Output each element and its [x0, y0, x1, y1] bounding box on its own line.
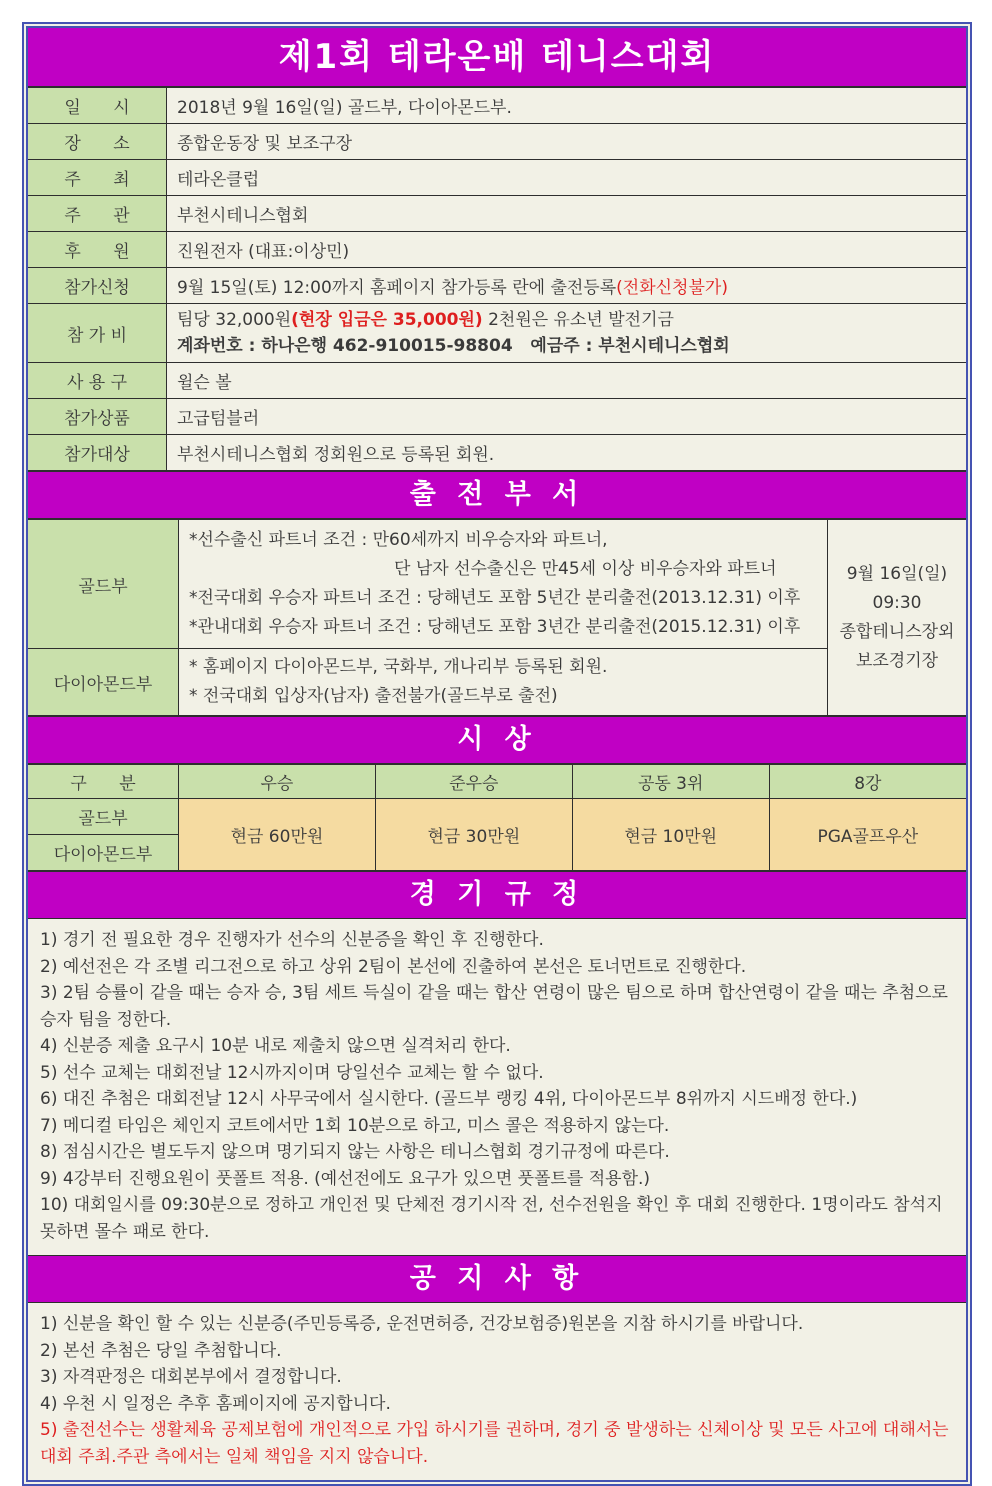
division-diamond-label: 다이아몬드부: [28, 649, 179, 716]
awards-col-quarterfinal: 8강: [769, 765, 966, 799]
table-row: [28, 363, 966, 399]
division-diamond-conditions: [179, 649, 828, 716]
notice-list: [28, 1303, 966, 1480]
awards-col-winner: 우승: [179, 765, 376, 799]
rule-item: 5) 선수 교체는 대회전날 12시까지이며 당일선수 교체는 할 수 없다.: [40, 1062, 544, 1083]
notice-item: 1) 신분을 확인 할 수 있는 신분증(주민등록증, 운전면허증, 건강보험증)원본을 지참 하시기를 바랍니다.: [40, 1314, 804, 1334]
schedule-venue-2: 보조경기장: [855, 650, 939, 671]
notice-item: 4) 우천 시 일정은 추후 홈페이지에 공지합니다.: [40, 1393, 391, 1414]
gold-condition-2: *전국대회 우승자 파트너 조건 : 당해년도 포함 5년간 분리출전(2013.12.31) 이후: [189, 588, 801, 608]
notice-item-insurance-warning: 5) 출전선수는 생활체육 공제보험에 개인적으로 가입 하시기를 권하며, 경기 중 발생하는 신체이상 및 모든 사고에 대해서는 대회 주최.주관 측에서는 일체 책임을 지지 않습니다.: [40, 1420, 949, 1467]
table-row: [28, 649, 966, 716]
page-title: 제1회 테라온배 테니스대회: [28, 28, 966, 87]
rule-item: 10) 대회일시를 09:30분으로 정하고 개인전 및 단체전 경기시작 전, 선수전원을 확인 후 대회 진행한다. 1명이라도 참석지 못하면 몰수 패로 한다.: [40, 1195, 943, 1242]
info-value-date: 2018년 9월 16일(일) 골드부, 다이아몬드부.: [167, 88, 967, 124]
gold-condition-1b: 단 남자 선수출신은 만45세 이상 비우승자와 파트너: [394, 559, 777, 579]
awards-col-runnerup: 준우승: [375, 765, 572, 799]
info-label-registration: 참가신청: [28, 268, 167, 304]
rules-list: [28, 919, 966, 1255]
tournament-announcement: [22, 22, 972, 1486]
rule-item: 1) 경기 전 필요한 경우 진행자가 선수의 신분증을 확인 후 진행한다.: [40, 930, 544, 950]
rule-item: 7) 메디컬 타임은 체인지 코트에서만 1회 10분으로 하고, 미스 콜은 적용하지 않는다.: [40, 1115, 670, 1136]
awards-table: [28, 764, 966, 871]
awards-row-gold: 골드부: [28, 799, 179, 835]
table-row: [28, 88, 966, 124]
rule-item: 9) 4강부터 진행요원이 풋폴트 적용. (예선전에도 요구가 있으면 풋폴트를 적용함.): [40, 1168, 651, 1189]
info-table: [28, 87, 966, 471]
rule-item: 3) 2팀 승률이 같을 때는 승자 승, 3팀 세트 득실이 같을 때는 합산 연령이 많은 팀으로 하며 합산연령이 같을 때는 추첨으로 승자 팀을 정한다.: [40, 983, 948, 1030]
fee-onsite-amount: (현장 입금은 35,000원): [291, 310, 483, 330]
prize-quarterfinal: PGA골프우산: [769, 799, 966, 871]
info-value-eligibility: 부천시테니스협회 정회원으로 등록된 회원.: [167, 435, 967, 471]
info-value-sponsor: 진원전자 (대표:이상민): [167, 232, 967, 268]
info-value-souvenir: 고급텀블러: [167, 399, 967, 435]
info-value-place: 종합운동장 및 보조구장: [167, 124, 967, 160]
table-row: [28, 765, 966, 799]
table-row: [28, 520, 966, 649]
division-gold-label: 골드부: [28, 520, 179, 649]
notice-item: 3) 자격판정은 대회본부에서 결정합니다.: [40, 1367, 342, 1387]
prize-third: 현금 10만원: [572, 799, 769, 871]
info-value-fee: [167, 304, 967, 363]
diamond-condition-2: * 전국대회 입상자(남자) 출전불가(골드부로 출전): [189, 686, 558, 706]
diamond-condition-1: * 홈페이지 다이아몬드부, 국화부, 개나리부 등록된 회원.: [189, 657, 608, 677]
fee-line-2: 계좌번호 : 하나은행 462-910015-98804 예금주 : 부천시테니스협회: [177, 336, 730, 356]
rule-item: 4) 신분증 제출 요구시 10분 내로 제출치 않으면 실격처리 한다.: [40, 1036, 511, 1056]
info-label-host: 주 최: [28, 160, 167, 196]
section-header-rules: 경 기 규 정: [28, 871, 966, 919]
division-schedule: [828, 520, 967, 716]
gold-condition-3: *관내대회 우승자 파트너 조건 : 당해년도 포함 3년간 분리출전(2015.12.31) 이후: [189, 617, 801, 637]
table-row: [28, 399, 966, 435]
registration-text: 9월 15일(토) 12:00까지 홈페이지 참가등록 란에 출전등록: [177, 278, 617, 298]
fee-amount: 팀당 32,000원: [177, 310, 292, 330]
table-row: [28, 435, 966, 471]
prize-winner: 현금 60만원: [179, 799, 376, 871]
table-row: [28, 196, 966, 232]
division-gold-conditions: [179, 520, 828, 649]
fee-line-1: [177, 307, 956, 333]
section-header-awards: 시 상: [28, 716, 966, 764]
schedule-venue-1: 종합테니스장외: [839, 621, 955, 642]
notice-item: 2) 본선 추첨은 당일 추첨합니다.: [40, 1340, 282, 1361]
section-header-notice: 공 지 사 항: [28, 1255, 966, 1303]
rule-item: 6) 대진 추첨은 대회전날 12시 사무국에서 실시한다. (골드부 랭킹 4위, 다이아몬드부 8위까지 시드배정 한다.): [40, 1089, 858, 1109]
awards-col-third: 공동 3위: [572, 765, 769, 799]
table-row: [28, 268, 966, 304]
info-label-place: 장 소: [28, 124, 167, 160]
info-label-eligibility: 참가대상: [28, 435, 167, 471]
fee-note: 2천원은 유소년 발전기금: [482, 310, 674, 330]
divisions-table: [28, 519, 966, 716]
table-row: [28, 160, 966, 196]
rule-item: 2) 예선전은 각 조별 리그전으로 하고 상위 2팀이 본선에 진출하여 본선은 토너먼트로 진행한다.: [40, 956, 747, 977]
prize-runnerup: 현금 30만원: [375, 799, 572, 871]
info-value-host: 테라온클럽: [167, 160, 967, 196]
info-label-date: 일 시: [28, 88, 167, 124]
registration-warning: (전화신청불가): [616, 278, 728, 298]
info-label-fee: 참 가 비: [28, 304, 167, 363]
info-value-organizer: 부천시테니스협회: [167, 196, 967, 232]
gold-condition-1: *선수출신 파트너 조건 : 만60세까지 비우승자와 파트너,: [189, 530, 608, 550]
table-row: [28, 799, 966, 835]
info-label-organizer: 주 관: [28, 196, 167, 232]
schedule-date: 9월 16일(일): [846, 563, 948, 584]
info-label-souvenir: 참가상품: [28, 399, 167, 435]
rule-item: 8) 점심시간은 별도두지 않으며 명기되지 않는 사항은 테니스협회 경기규정에 따른다.: [40, 1142, 670, 1162]
info-value-ball: 윌슨 볼: [167, 363, 967, 399]
table-row: [28, 232, 966, 268]
schedule-time: 09:30: [872, 592, 922, 613]
section-header-divisions: 출 전 부 서: [28, 471, 966, 519]
info-label-sponsor: 후 원: [28, 232, 167, 268]
table-row: [28, 304, 966, 363]
info-label-ball: 사 용 구: [28, 363, 167, 399]
awards-row-diamond: 다이아몬드부: [28, 835, 179, 871]
awards-col-division: 구 분: [28, 765, 179, 799]
info-value-registration: [167, 268, 967, 304]
table-row: [28, 124, 966, 160]
